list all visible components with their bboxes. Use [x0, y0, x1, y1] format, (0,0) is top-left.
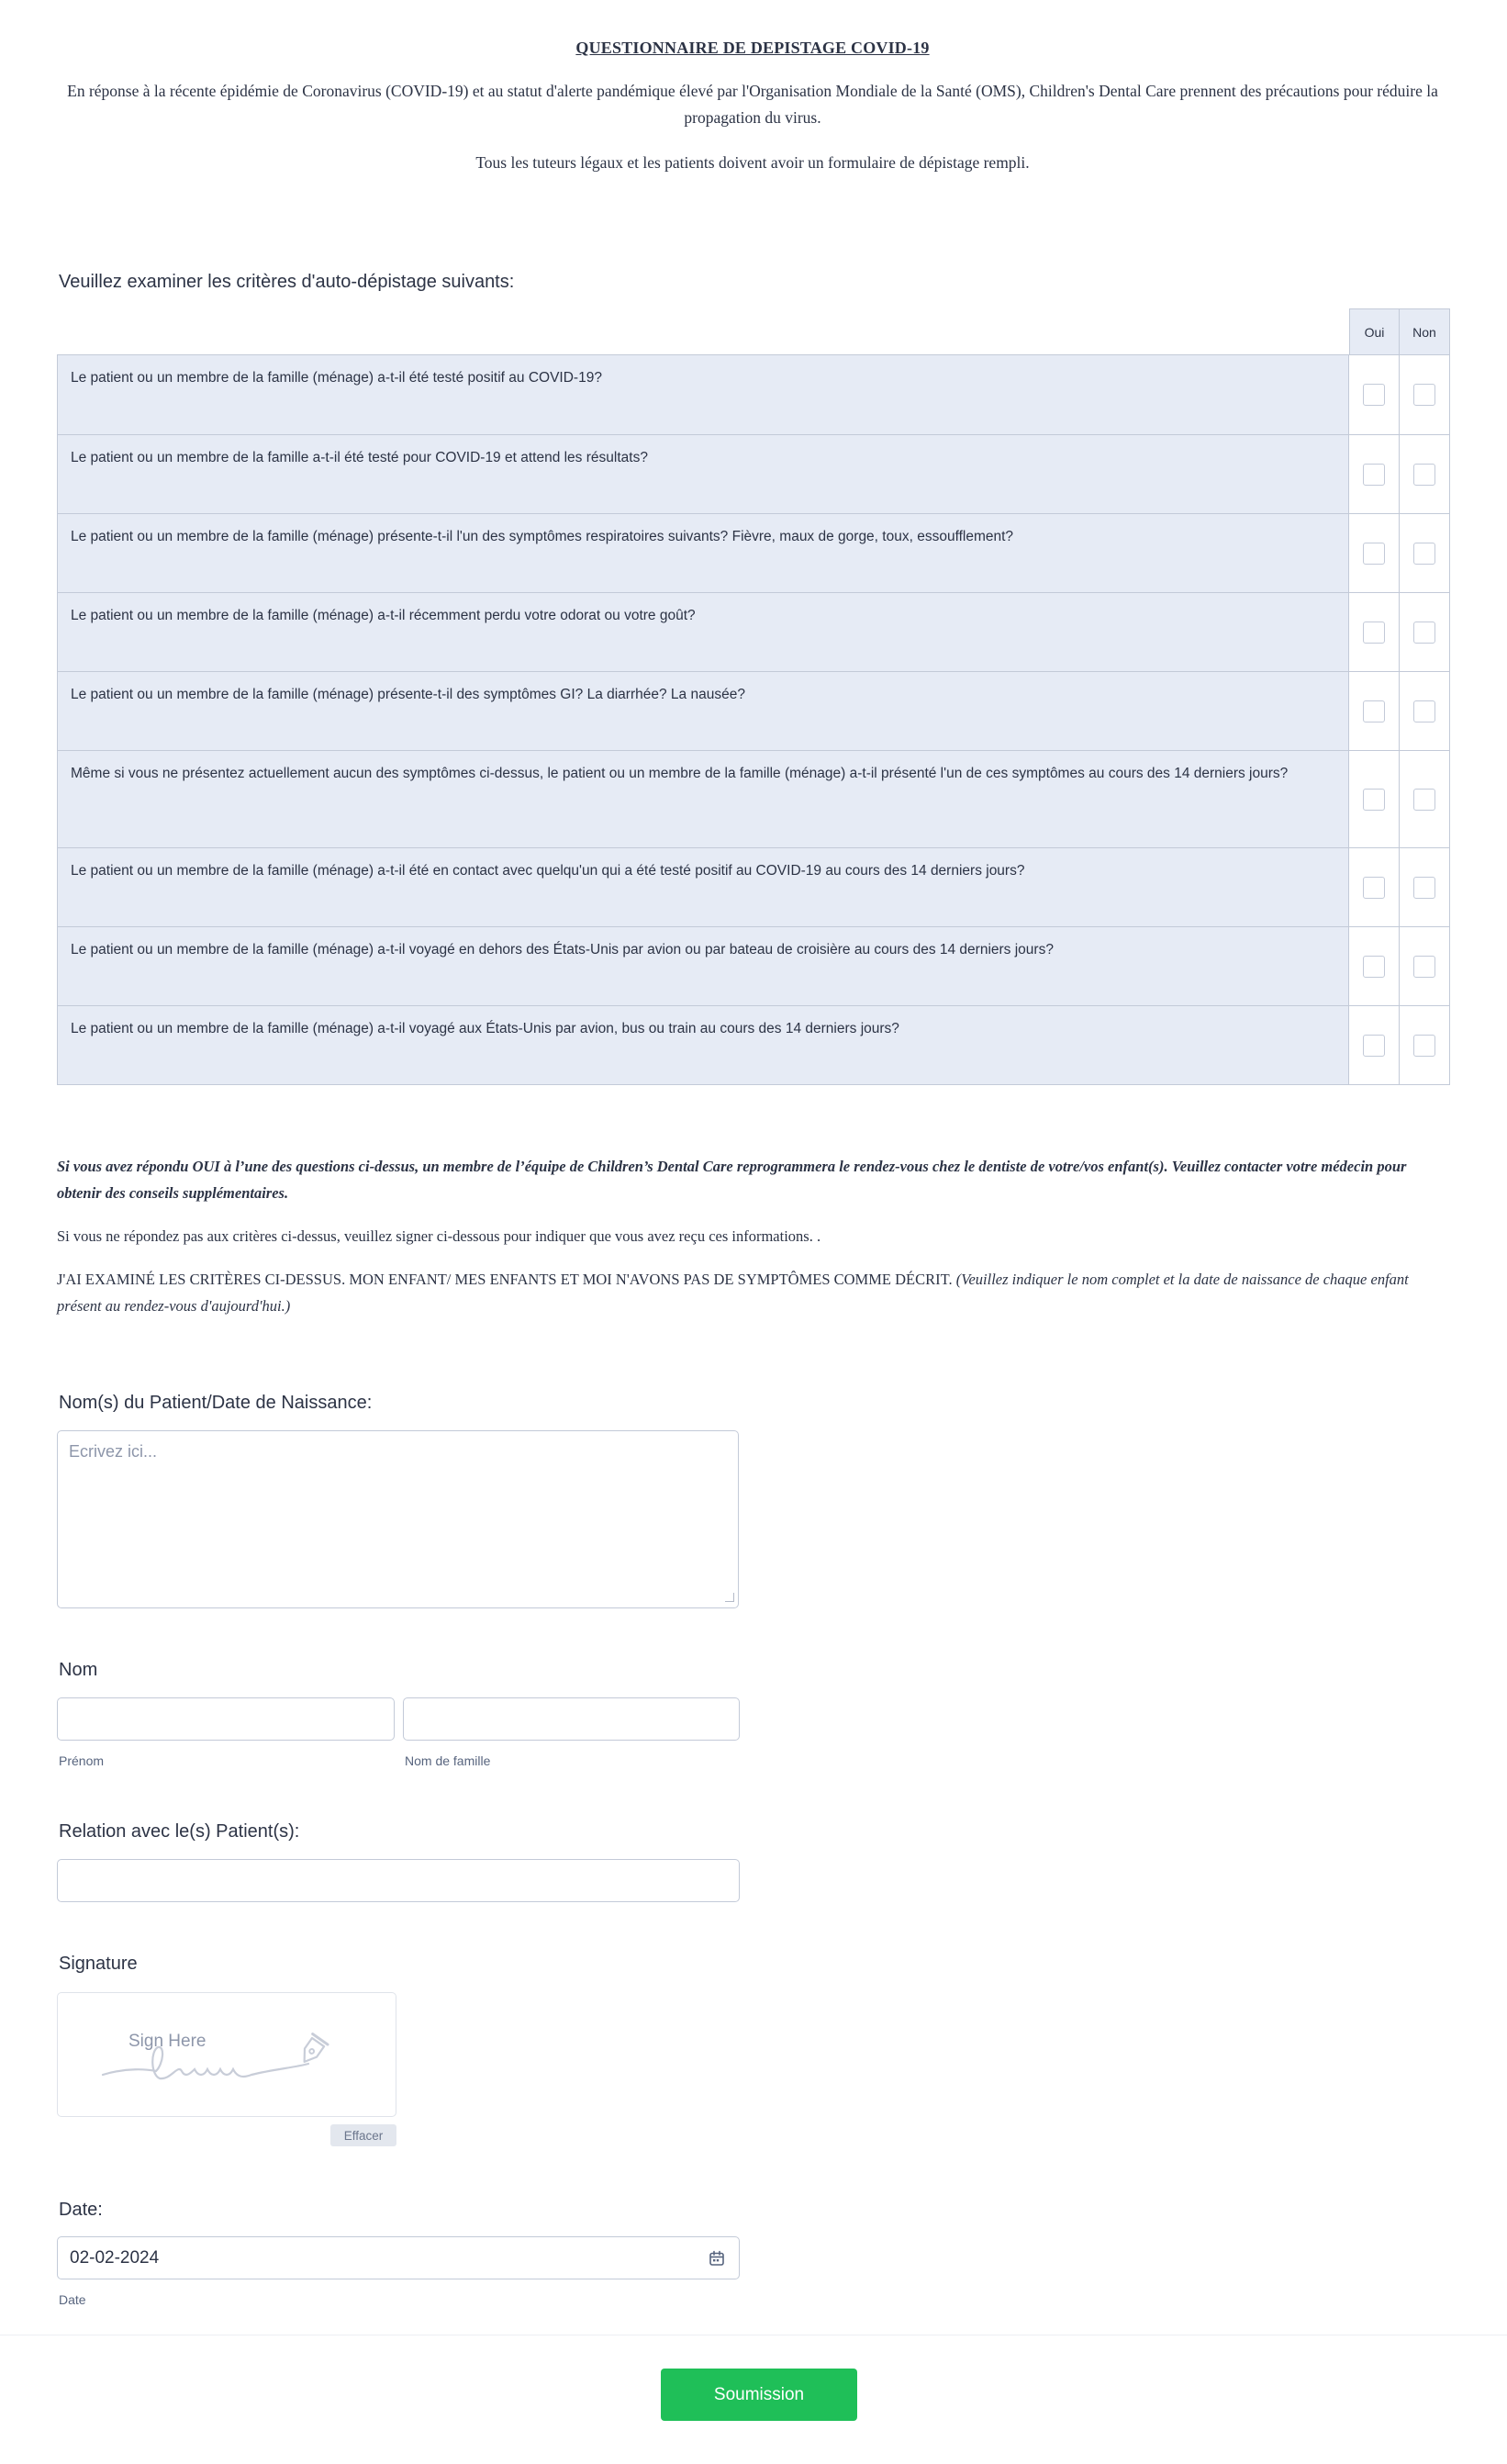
attestation-text [57, 1266, 1450, 1319]
name-label: Nom [59, 1660, 98, 1680]
submit-button[interactable]: Soumission [661, 2369, 857, 2421]
patients-label: Nom(s) du Patient/Date de Naissance: [59, 1393, 373, 1413]
checkbox-non[interactable] [1413, 622, 1435, 644]
notice-section [57, 1153, 1450, 1336]
matrix-question: Le patient ou un membre de la famille (ménage) a-t-il été testé positif au COVID-19? [71, 370, 602, 386]
date-label: Date: [59, 2200, 103, 2220]
date-sublabel: Date [59, 2292, 86, 2307]
patients-textarea[interactable] [57, 1430, 739, 1608]
calendar-icon[interactable] [709, 2250, 725, 2267]
column-header-non: Non [1400, 308, 1450, 354]
last-name-input[interactable] [403, 1697, 740, 1741]
matrix-row [58, 847, 1449, 926]
matrix-cell-non[interactable] [1399, 848, 1449, 926]
matrix-question: Le patient ou un membre de la famille (ménage) a-t-il voyagé aux États-Unis par avion, bus ou train au cours des 14 derniers jours? [71, 1021, 899, 1036]
checkbox-non[interactable] [1413, 384, 1435, 406]
checkbox-oui[interactable] [1363, 622, 1385, 644]
intro-paragraph-1: En réponse à la récente épidémie de Coronavirus (COVID-19) et au statut d'alerte pandémique élevé par l'Organisation Mondiale de la Santé (OMS), Children's Dental Care prennent des précautions pour réduire la propagation du virus. [67, 82, 1438, 127]
matrix-row [58, 513, 1449, 592]
column-header-oui: Oui [1349, 308, 1400, 354]
matrix-cell-oui[interactable] [1348, 435, 1399, 513]
matrix-row [58, 1005, 1449, 1084]
matrix-cell-non[interactable] [1399, 435, 1449, 513]
resize-grip-icon[interactable] [725, 1593, 734, 1602]
matrix-row [58, 434, 1449, 513]
checkbox-oui[interactable] [1363, 1035, 1385, 1057]
intro-paragraph-2: Tous les tuteurs légaux et les patients doivent avoir un formulaire de dépistage rempli. [475, 153, 1030, 172]
matrix-question: Le patient ou un membre de la famille (ménage) a-t-il récemment perdu votre odorat ou votre goût? [71, 608, 696, 623]
checkbox-oui[interactable] [1363, 384, 1385, 406]
warning-text: Si vous avez répondu OUI à l’une des questions ci-dessus, un membre de l’équipe de Children’s Dental Care reprogrammera le rendez-vous chez le dentiste de votre/vos enfant(s). Veuillez contacter votre médecin pour obtenir des conseils supplémentaires. [57, 1158, 1407, 1202]
matrix-cell-oui[interactable] [1348, 927, 1399, 1005]
matrix-cell-oui[interactable] [1348, 514, 1399, 592]
relation-input[interactable] [57, 1859, 740, 1902]
first-name-sublabel: Prénom [59, 1753, 105, 1768]
attestation-main: J'AI EXAMINÉ LES CRITÈRES CI-DESSUS. MON ENFANT/ MES ENFANTS ET MOI N'AVONS PAS DE SYMPTÔMES COMME DÉCRIT. [57, 1271, 953, 1288]
matrix-cell-non[interactable] [1399, 751, 1449, 847]
date-value: 02-02-2024 [70, 2248, 160, 2268]
matrix-cell-non[interactable] [1399, 514, 1449, 592]
screening-matrix [57, 308, 1450, 1085]
matrix-cell-non[interactable] [1399, 1006, 1449, 1084]
checkbox-non[interactable] [1413, 789, 1435, 811]
checkbox-oui[interactable] [1363, 543, 1385, 565]
matrix-cell-non[interactable] [1399, 672, 1449, 750]
signature-label: Signature [59, 1954, 138, 1974]
last-name-sublabel: Nom de famille [405, 1753, 491, 1768]
matrix-cell-oui[interactable] [1348, 355, 1399, 434]
clear-signature-button[interactable]: Effacer [330, 2124, 396, 2146]
matrix-cell-non[interactable] [1399, 355, 1449, 434]
matrix-cell-oui[interactable] [1348, 751, 1399, 847]
matrix-cell-non[interactable] [1399, 593, 1449, 671]
sign-info-text: Si vous ne répondez pas aux critères ci-dessus, veuillez signer ci-dessous pour indiquer que vous avez reçu ces informations. . [57, 1227, 821, 1245]
checkbox-oui[interactable] [1363, 956, 1385, 978]
checkbox-non[interactable] [1413, 877, 1435, 899]
matrix-row [58, 750, 1449, 847]
matrix-cell-oui[interactable] [1348, 848, 1399, 926]
matrix-row [58, 671, 1449, 750]
matrix-question: Le patient ou un membre de la famille (ménage) a-t-il été en contact avec quelqu'un qui a été testé positif au COVID-19 au cours des 14 derniers jours? [71, 863, 1025, 879]
checkbox-oui[interactable] [1363, 789, 1385, 811]
date-input[interactable] [57, 2236, 740, 2279]
matrix-cell-oui[interactable] [1348, 593, 1399, 671]
matrix-cell-non[interactable] [1399, 927, 1449, 1005]
matrix-row [58, 592, 1449, 671]
matrix-row [58, 355, 1449, 434]
checkbox-oui[interactable] [1363, 877, 1385, 899]
matrix-cell-oui[interactable] [1348, 1006, 1399, 1084]
checkbox-non[interactable] [1413, 543, 1435, 565]
matrix-row [58, 926, 1449, 1005]
form-title: QUESTIONNAIRE DE DEPISTAGE COVID-19 [575, 39, 930, 57]
matrix-question: Le patient ou un membre de la famille (ménage) a-t-il voyagé en dehors des États-Unis par avion ou par bateau de croisière au cours des 14 derniers jours? [71, 942, 1054, 958]
matrix-question: Le patient ou un membre de la famille (ménage) présente-t-il l'un des symptômes respiratoires suivants? Fièvre, maux de gorge, toux, essoufflement? [71, 529, 1014, 544]
matrix-label: Veuillez examiner les critères d'auto-dépistage suivants: [59, 272, 515, 292]
matrix-header [57, 308, 1450, 354]
matrix-question: Même si vous ne présentez actuellement aucun des symptômes ci-dessus, le patient ou un membre de la famille (ménage) a-t-il présenté l'un de ces symptômes au cours des 14 derniers jours? [71, 766, 1289, 781]
matrix-cell-oui[interactable] [1348, 672, 1399, 750]
intro-section [57, 39, 1448, 195]
checkbox-non[interactable] [1413, 464, 1435, 486]
checkbox-oui[interactable] [1363, 464, 1385, 486]
matrix-question: Le patient ou un membre de la famille a-t-il été testé pour COVID-19 et attend les résultats? [71, 450, 648, 465]
checkbox-non[interactable] [1413, 1035, 1435, 1057]
checkbox-non[interactable] [1413, 956, 1435, 978]
attestation-note: (Veuillez indiquer le nom complet et la date de naissance de chaque enfant présent au rendez-vous d'aujourd'hui.) [57, 1271, 1409, 1315]
matrix-body [57, 354, 1450, 1085]
checkbox-non[interactable] [1413, 700, 1435, 722]
matrix-question: Le patient ou un membre de la famille (ménage) présente-t-il des symptômes GI? La diarrhée? La nausée? [71, 687, 745, 702]
relation-label: Relation avec le(s) Patient(s): [59, 1821, 300, 1842]
first-name-input[interactable] [57, 1697, 395, 1741]
checkbox-oui[interactable] [1363, 700, 1385, 722]
signature-placeholder: Sign Here [128, 2032, 207, 2051]
